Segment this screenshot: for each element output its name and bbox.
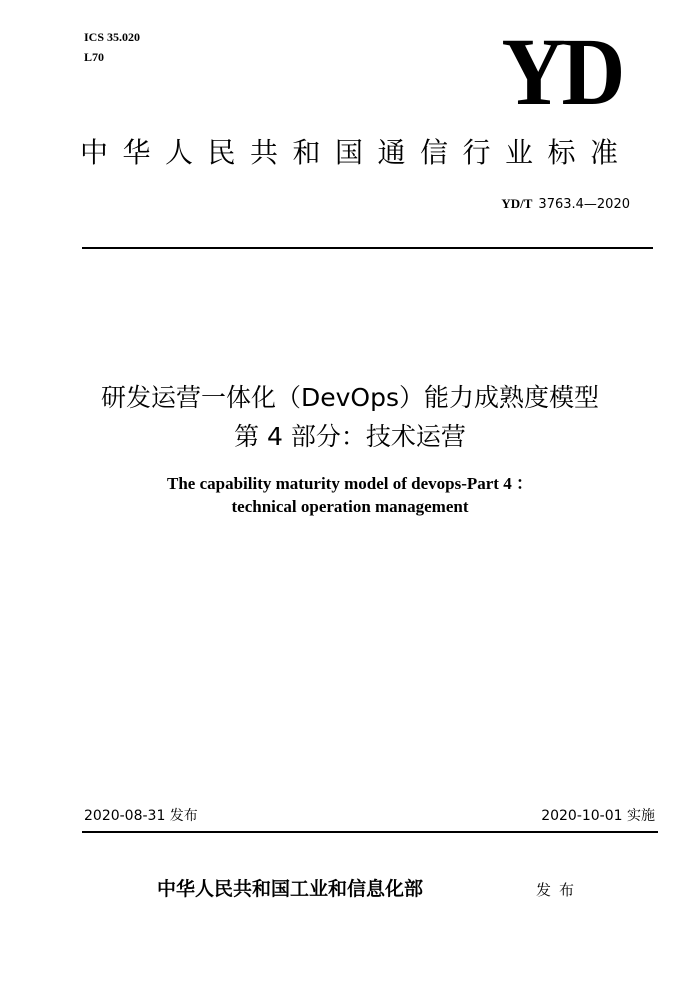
title-chinese: 研发运营一体化（DevOps）能力成熟度模型 bbox=[101, 383, 599, 412]
classification-code: L70 bbox=[84, 50, 105, 64]
title-english-line2: technical operation management bbox=[231, 497, 469, 516]
issue-label: 发布 bbox=[536, 881, 583, 899]
issue-date: 2020-08-31 发布 bbox=[84, 808, 198, 824]
subtitle-chinese: 第 4 部分：技术运营 bbox=[234, 422, 466, 451]
top-divider bbox=[82, 247, 653, 249]
standard-number bbox=[501, 195, 630, 214]
standard-code: YD/T bbox=[501, 196, 533, 211]
ics-code: ICS 35.020 bbox=[84, 30, 141, 44]
standard-category: 中华人民共和国通信行业标准 bbox=[80, 136, 633, 169]
issuing-authority: 中华人民共和国工业和信息化部 bbox=[157, 878, 424, 900]
title-english-line1: The capability maturity model of devops-Part 4 ： bbox=[167, 474, 533, 493]
yd-logo: YD bbox=[501, 18, 622, 125]
standard-number-value: 3763.4—2020 bbox=[538, 197, 630, 212]
implementation-date: 2020-10-01 实施 bbox=[541, 808, 655, 824]
bottom-divider bbox=[82, 831, 658, 833]
